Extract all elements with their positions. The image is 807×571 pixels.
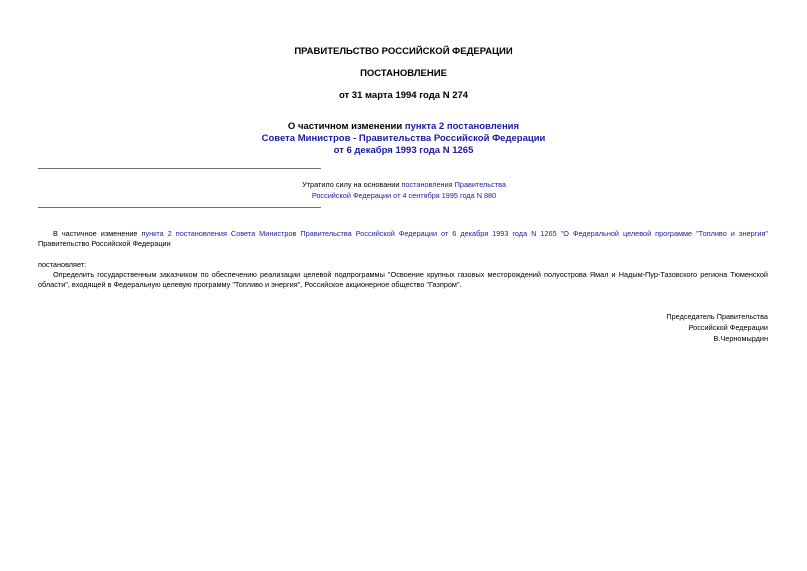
document-date-number: от 31 марта 1994 года N 274 bbox=[338, 90, 469, 101]
lost-force-line-2 bbox=[290, 190, 518, 201]
title-prefix: О частичном изменении bbox=[287, 121, 405, 132]
lost-force-link-line-1[interactable]: постановления Правительства bbox=[401, 180, 506, 189]
resolves-line: постановляет: bbox=[38, 260, 87, 269]
lost-force-prefix: Утратило силу на основании bbox=[302, 180, 402, 189]
signature-block bbox=[568, 311, 768, 344]
lost-force-line-1 bbox=[290, 179, 518, 190]
title-link-line-1[interactable]: пункта 2 постановления bbox=[404, 121, 520, 132]
divider-top bbox=[38, 168, 321, 169]
title-line-3 bbox=[0, 145, 807, 157]
signature-position: Председатель Правительства bbox=[666, 312, 768, 321]
paragraph-1-prefix: В частичное изменение bbox=[53, 229, 142, 238]
issuing-authority: ПРАВИТЕЛЬСТВО РОССИЙСКОЙ ФЕДЕРАЦИИ bbox=[294, 46, 513, 57]
title-link-line-2[interactable]: Совета Министров - Правительства Российской Федерации bbox=[261, 133, 546, 144]
title-link-line-3[interactable]: от 6 декабря 1993 года N 1265 bbox=[333, 145, 474, 156]
document-type: ПОСТАНОВЛЕНИЕ bbox=[360, 68, 447, 79]
lost-force-link-line-2[interactable]: Российской Федерации от 4 сентября 1995 года N 880 bbox=[311, 191, 497, 200]
paragraph-2: Определить государственным заказчиком по обеспечению реализации целевой подпрограммы "Освоение крупных газовых месторождений полуострова Ямал и Надым-Пур-Тазовского региона Тюменской области", входящей в Федеральную целевую программу "Топливо и энергия", Российское акционерное общество "Газпром". bbox=[38, 270, 768, 289]
signature-org: Российской Федерации bbox=[688, 323, 768, 332]
paragraph-1-link[interactable]: пункта 2 постановления Совета Министров Правительства Российской Федерации от 6 декабря 1993 года N 1265 "О Федеральной целевой программе "Топливо и энергия" bbox=[141, 229, 768, 238]
paragraph-1-suffix: Правительство Российской Федерации bbox=[38, 239, 171, 248]
divider-bottom bbox=[38, 207, 321, 208]
lost-force-note bbox=[290, 179, 518, 201]
title-line-1 bbox=[0, 121, 807, 133]
signature-name: В.Черномырдин bbox=[713, 334, 768, 343]
paragraph-1 bbox=[38, 229, 768, 249]
document-title bbox=[0, 121, 807, 157]
title-line-2 bbox=[0, 133, 807, 145]
